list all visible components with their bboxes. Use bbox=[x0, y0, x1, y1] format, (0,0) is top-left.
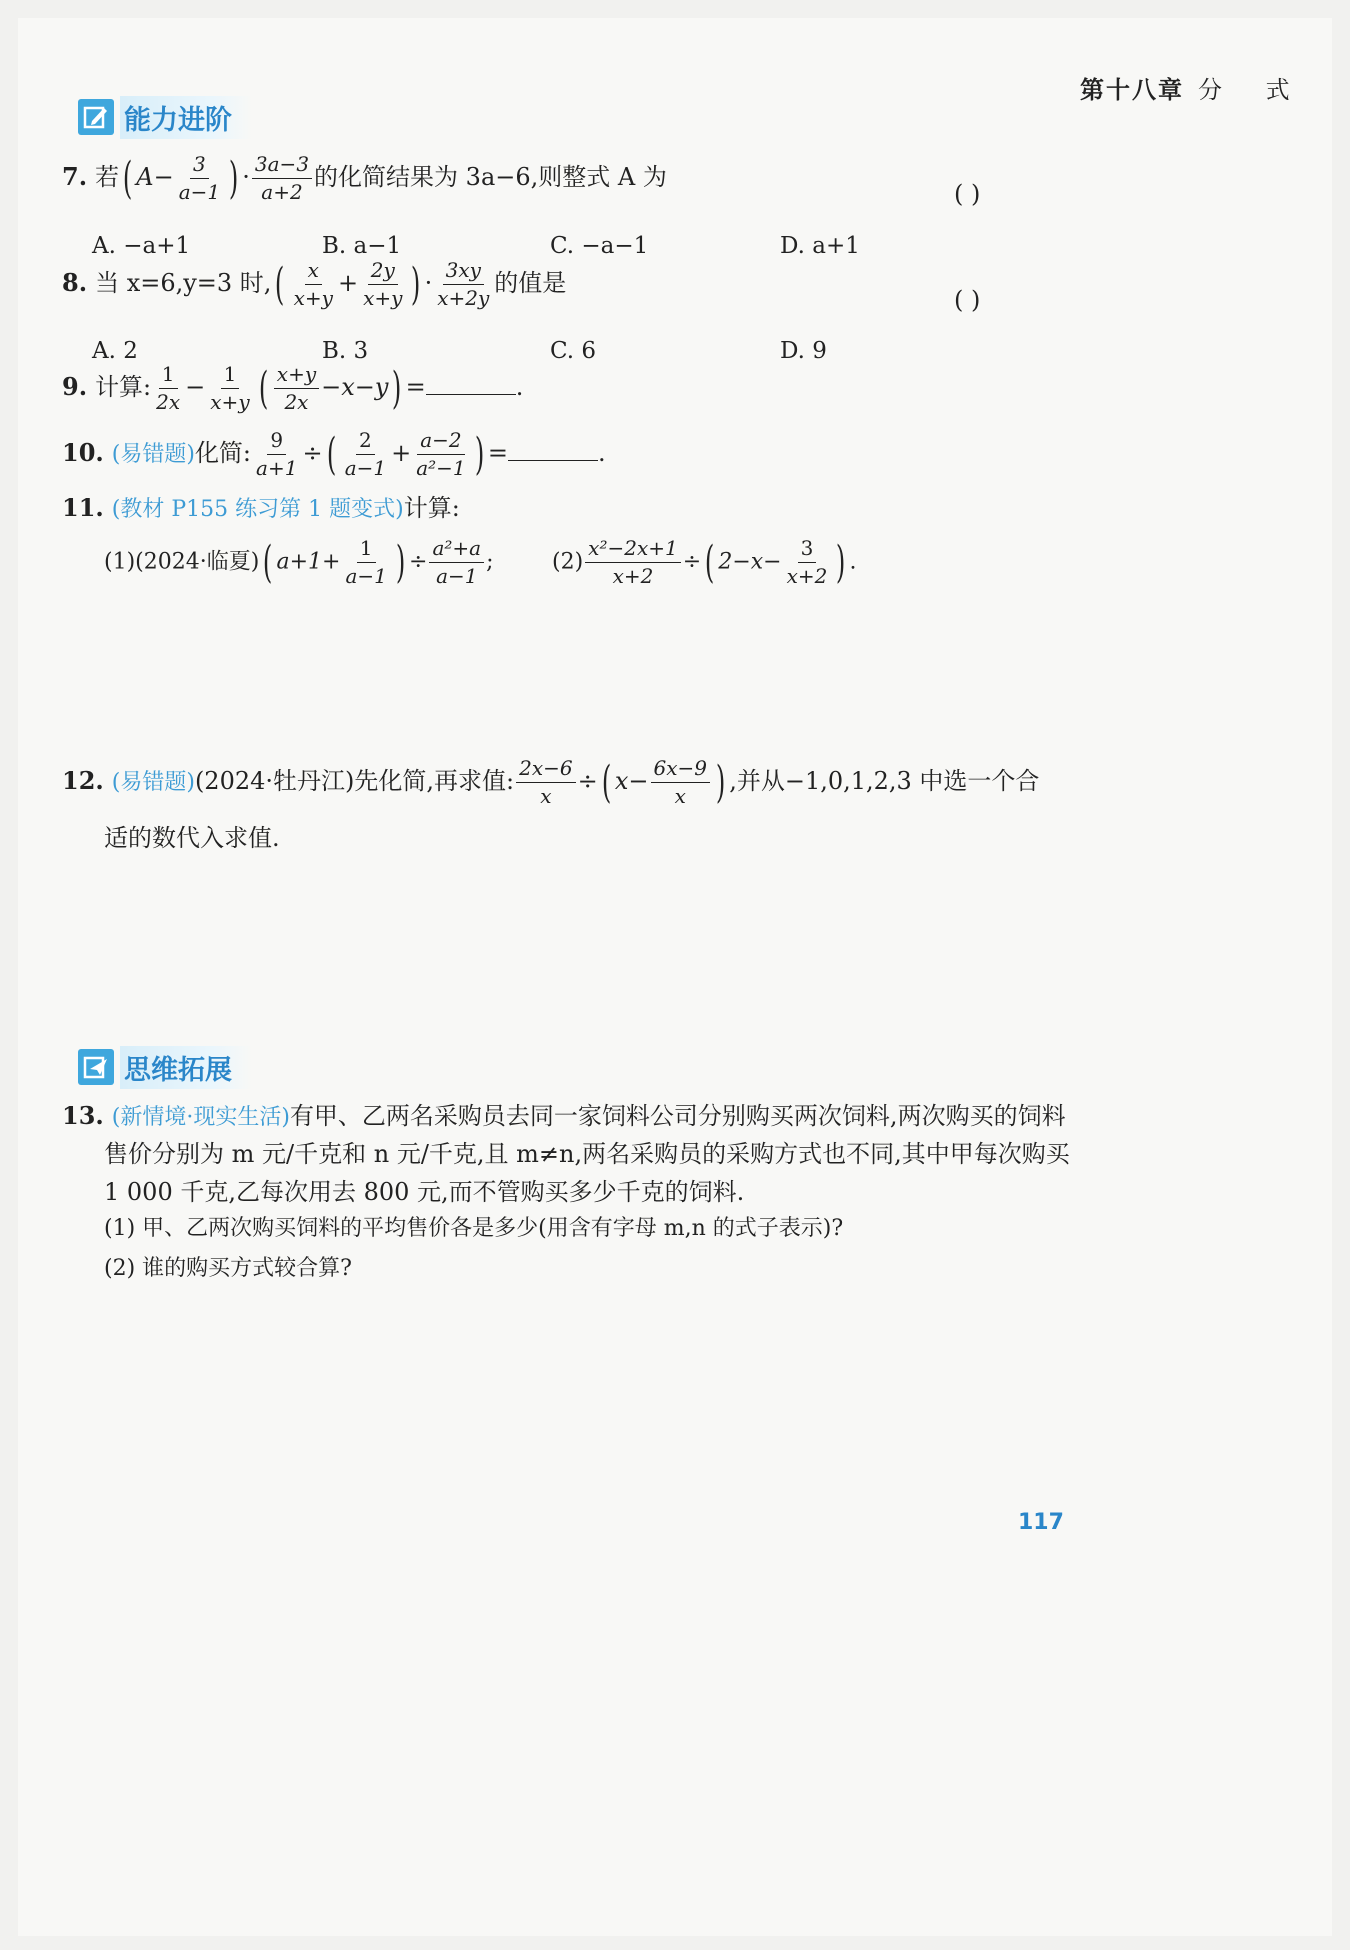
q11-p2-end: . bbox=[849, 549, 857, 575]
question-number: 8. bbox=[62, 268, 88, 297]
q11-tag: (教材 P155 练习第 1 题变式) bbox=[111, 497, 404, 522]
q10-fraction-1 bbox=[253, 430, 300, 479]
q11-p1-f2-denominator: a−1 bbox=[436, 564, 478, 588]
question-12: 12. (易错题)(2024·牡丹江)先化简,再求值: $\frac{2x-6}{x}$ ÷( x− $\frac{6x-9}{x}$ ) ,并从−1,0,1,2,3 中选一个合 bbox=[62, 756, 1040, 808]
q8-prefix: 当 x=6,y=3 时, bbox=[95, 269, 272, 297]
q9-f3-numerator: x+y bbox=[274, 364, 319, 389]
q9-tail: −x−y bbox=[321, 373, 389, 401]
pencil-note-icon bbox=[78, 99, 114, 135]
q12-suffix: ,并从−1,0,1,2,3 中选一个合 bbox=[729, 767, 1040, 795]
q12-tag: (易错题) bbox=[111, 770, 195, 795]
q11-p1-label: (1)(2024·临夏) bbox=[104, 549, 260, 575]
q9-minus: − bbox=[185, 373, 206, 401]
q12-prefix: (2024·牡丹江)先化简,再求值: bbox=[194, 767, 515, 795]
q10-tag: (易错题) bbox=[111, 442, 195, 467]
question-number: 13. bbox=[62, 1101, 104, 1130]
question-number: 9. bbox=[62, 372, 88, 401]
q7-var-a: A bbox=[136, 163, 154, 191]
q8-plus: + bbox=[337, 269, 359, 297]
q10-end: . bbox=[597, 439, 606, 467]
question-8: 8. 当 x=6,y=3 时,( $\frac{x}{x+y}$ + $\frac{2y}{x+y}$ ) · $\frac{3xy}{x+2y}$ 的值是 bbox=[62, 258, 567, 310]
q12-f1-numerator: 2x−6 bbox=[516, 758, 576, 783]
q11-p1-fraction-2 bbox=[429, 538, 484, 587]
q7-f1-numerator: 3 bbox=[190, 154, 209, 179]
q13-tag: (新情境·现实生活) bbox=[111, 1105, 290, 1130]
q9-f3-denominator: 2x bbox=[284, 390, 309, 414]
question-9: 9. 计算: $\frac{1}{2x}$ − $\frac{1}{x+y}$ ( $\frac{x+y}{2x}$ −x−y) = . bbox=[62, 362, 524, 414]
paper-plane-icon bbox=[78, 1049, 114, 1085]
q7-answer-paren[interactable]: ( ) bbox=[954, 180, 981, 208]
q10-prefix: 化简: bbox=[194, 439, 252, 467]
q11-p1-fraction-1 bbox=[342, 538, 389, 587]
question-7: 7. 若( A− $\frac{3}{a-1}$ ) · $\frac{3a-3}{a+2}$ 的化简结果为 3a−6,则整式 A 为 bbox=[62, 152, 667, 204]
q11-p2-expr: 2−x− bbox=[718, 549, 782, 575]
section-thinking-heading bbox=[78, 1048, 252, 1086]
q9-fraction-2 bbox=[207, 364, 252, 413]
q12-f1-denominator: x bbox=[540, 784, 552, 808]
q12-fraction-2 bbox=[651, 758, 711, 807]
q11-p2-fraction-1 bbox=[585, 538, 681, 587]
q7-suffix: 的化简结果为 3a−6,则整式 A 为 bbox=[314, 163, 667, 191]
q10-f2-numerator: 2 bbox=[356, 430, 375, 455]
q8-answer-paren[interactable]: ( ) bbox=[954, 286, 981, 314]
q9-equals: = bbox=[405, 373, 426, 401]
q10-f3-denominator: a²−1 bbox=[416, 456, 466, 480]
q7-dot: · bbox=[242, 163, 250, 191]
question-number: 10. bbox=[62, 438, 104, 467]
q10-f1-numerator: 9 bbox=[267, 430, 286, 455]
q7-f2-numerator: 3a−3 bbox=[252, 154, 312, 179]
q11-p2-f1-numerator: x²−2x+1 bbox=[585, 538, 681, 563]
q11-p2-f1-denominator: x+2 bbox=[612, 564, 654, 588]
q8-option-b[interactable]: B. 3 bbox=[322, 338, 369, 364]
q8-dot: · bbox=[424, 269, 433, 297]
section-thinking-label: 思维拓展 bbox=[120, 1046, 252, 1089]
q9-fraction-3 bbox=[274, 364, 319, 413]
q9-end: . bbox=[515, 373, 524, 401]
q9-prefix: 计算: bbox=[95, 373, 152, 401]
chapter-title: 分 式 bbox=[1198, 76, 1308, 104]
q12-f2-numerator: 6x−9 bbox=[651, 758, 711, 783]
q7-prefix: 若 bbox=[95, 163, 120, 191]
q8-f3-numerator: 3xy bbox=[443, 260, 484, 285]
q7-option-b[interactable]: B. a−1 bbox=[322, 233, 402, 259]
q13-sub-1: (1) 甲、乙两次购买饲料的平均售价各是多少(用含有字母 m,n 的式子表示)? bbox=[104, 1216, 844, 1241]
q12-f2-denominator: x bbox=[674, 784, 686, 808]
q8-f1-denominator: x+y bbox=[293, 286, 333, 310]
page-number: 117 bbox=[1018, 1510, 1064, 1535]
q8-f2-denominator: x+y bbox=[363, 286, 403, 310]
q12-expr: x− bbox=[614, 767, 649, 795]
q12-fraction-1 bbox=[516, 758, 576, 807]
question-11-part-2: (2) $\frac{\text{x²−2x+1}}{x+2}$ ÷( 2−x− $\frac{3}{x+2}$ ) . bbox=[552, 536, 857, 588]
q9-f2-denominator: x+y bbox=[210, 390, 250, 414]
q11-p1-divide: ÷ bbox=[409, 549, 428, 575]
q11-p1-expr: a+1+ bbox=[276, 549, 341, 575]
q8-f1-numerator: x bbox=[305, 260, 322, 285]
q10-divide: ÷ bbox=[302, 439, 323, 467]
q11-p1-f1-denominator: a−1 bbox=[345, 564, 387, 588]
q11-p2-fraction-2 bbox=[784, 538, 831, 587]
question-11 bbox=[62, 493, 460, 522]
q11-prefix: 计算: bbox=[403, 494, 460, 522]
q10-f2-denominator: a−1 bbox=[344, 456, 387, 480]
q9-answer-blank[interactable] bbox=[426, 374, 516, 395]
q12-line-2: 适的数代入求值. bbox=[104, 824, 280, 852]
q11-p2-f2-denominator: x+2 bbox=[786, 564, 828, 588]
q11-p1-f1-numerator: 1 bbox=[357, 538, 376, 563]
section-ability-label: 能力进阶 bbox=[120, 96, 252, 139]
section-ability-heading bbox=[78, 98, 252, 136]
question-number: 12. bbox=[62, 766, 104, 795]
q10-plus: + bbox=[391, 439, 412, 467]
q11-p2-f2-numerator: 3 bbox=[798, 538, 817, 563]
question-10: 10. (易错题)化简: $\frac{9}{a+1}$ ÷( $\frac{2}{a-1}$ + $\frac{a-2}{\text{a²−1}}$ ) = . bbox=[62, 428, 606, 480]
q12-divide: ÷ bbox=[577, 767, 598, 795]
q8-suffix: 的值是 bbox=[494, 269, 567, 297]
q8-fraction-3 bbox=[434, 260, 492, 309]
q11-p1-end: ; bbox=[486, 549, 494, 575]
q7-f2-denominator: a+2 bbox=[261, 180, 303, 204]
q10-answer-blank[interactable] bbox=[508, 440, 598, 461]
question-number: 11. bbox=[62, 493, 104, 522]
q11-p2-divide: ÷ bbox=[682, 549, 702, 575]
q13-line-2: 售价分别为 m 元/千克和 n 元/千克,且 m≠n,两名采购员的采购方式也不同,其中甲每次购买 bbox=[104, 1140, 1070, 1168]
q13-line-1: 有甲、乙两名采购员去同一家饲料公司分别购买两次饲料,两次购买的饲料 bbox=[289, 1102, 1066, 1130]
q10-f3-numerator: a−2 bbox=[417, 430, 464, 455]
q10-fraction-2 bbox=[342, 430, 389, 479]
question-number: 7. bbox=[62, 162, 88, 191]
q8-option-a[interactable]: A. 2 bbox=[92, 338, 138, 364]
q8-fraction-1 bbox=[291, 260, 336, 309]
q7-fraction-2 bbox=[252, 154, 312, 203]
q9-f1-denominator: 2x bbox=[156, 390, 181, 414]
q8-option-c[interactable]: C. 6 bbox=[550, 338, 597, 364]
q9-f1-numerator: 1 bbox=[159, 364, 178, 389]
q7-option-a[interactable]: A. −a+1 bbox=[92, 233, 191, 259]
q9-f2-numerator: 1 bbox=[221, 364, 240, 389]
q8-option-d[interactable]: D. 9 bbox=[780, 338, 827, 364]
page bbox=[18, 18, 1332, 1936]
question-11-part-1: (1)(2024·临夏)( a+1+ $\frac{1}{a-1}$ ) ÷ $\frac{\text{a²+a}}{a-1}$ ; bbox=[104, 536, 494, 588]
q8-f2-numerator: 2y bbox=[368, 260, 398, 285]
q7-minus: − bbox=[153, 163, 174, 191]
q11-p2-label: (2) bbox=[552, 549, 584, 575]
q7-fraction-1 bbox=[176, 154, 223, 203]
q11-p1-f2-numerator: a²+a bbox=[429, 538, 484, 563]
q13-line-3: 1 000 千克,乙每次用去 800 元,而不管购买多少千克的饲料. bbox=[104, 1178, 745, 1206]
q7-option-d[interactable]: D. a+1 bbox=[780, 233, 860, 259]
q10-fraction-3 bbox=[413, 430, 468, 479]
q7-option-c[interactable]: C. −a−1 bbox=[550, 233, 649, 259]
question-13 bbox=[62, 1101, 1066, 1130]
q7-f1-denominator: a−1 bbox=[178, 180, 221, 204]
q8-fraction-2 bbox=[360, 260, 405, 309]
q9-fraction-1 bbox=[153, 364, 183, 413]
chapter-header bbox=[1080, 70, 1308, 105]
q10-f1-denominator: a+1 bbox=[256, 456, 298, 480]
q10-equals: = bbox=[487, 439, 508, 467]
q8-f3-denominator: x+2y bbox=[437, 286, 490, 310]
chapter-number: 第十八章 bbox=[1080, 76, 1184, 104]
q13-sub-2: (2) 谁的购买方式较合算? bbox=[104, 1256, 352, 1281]
